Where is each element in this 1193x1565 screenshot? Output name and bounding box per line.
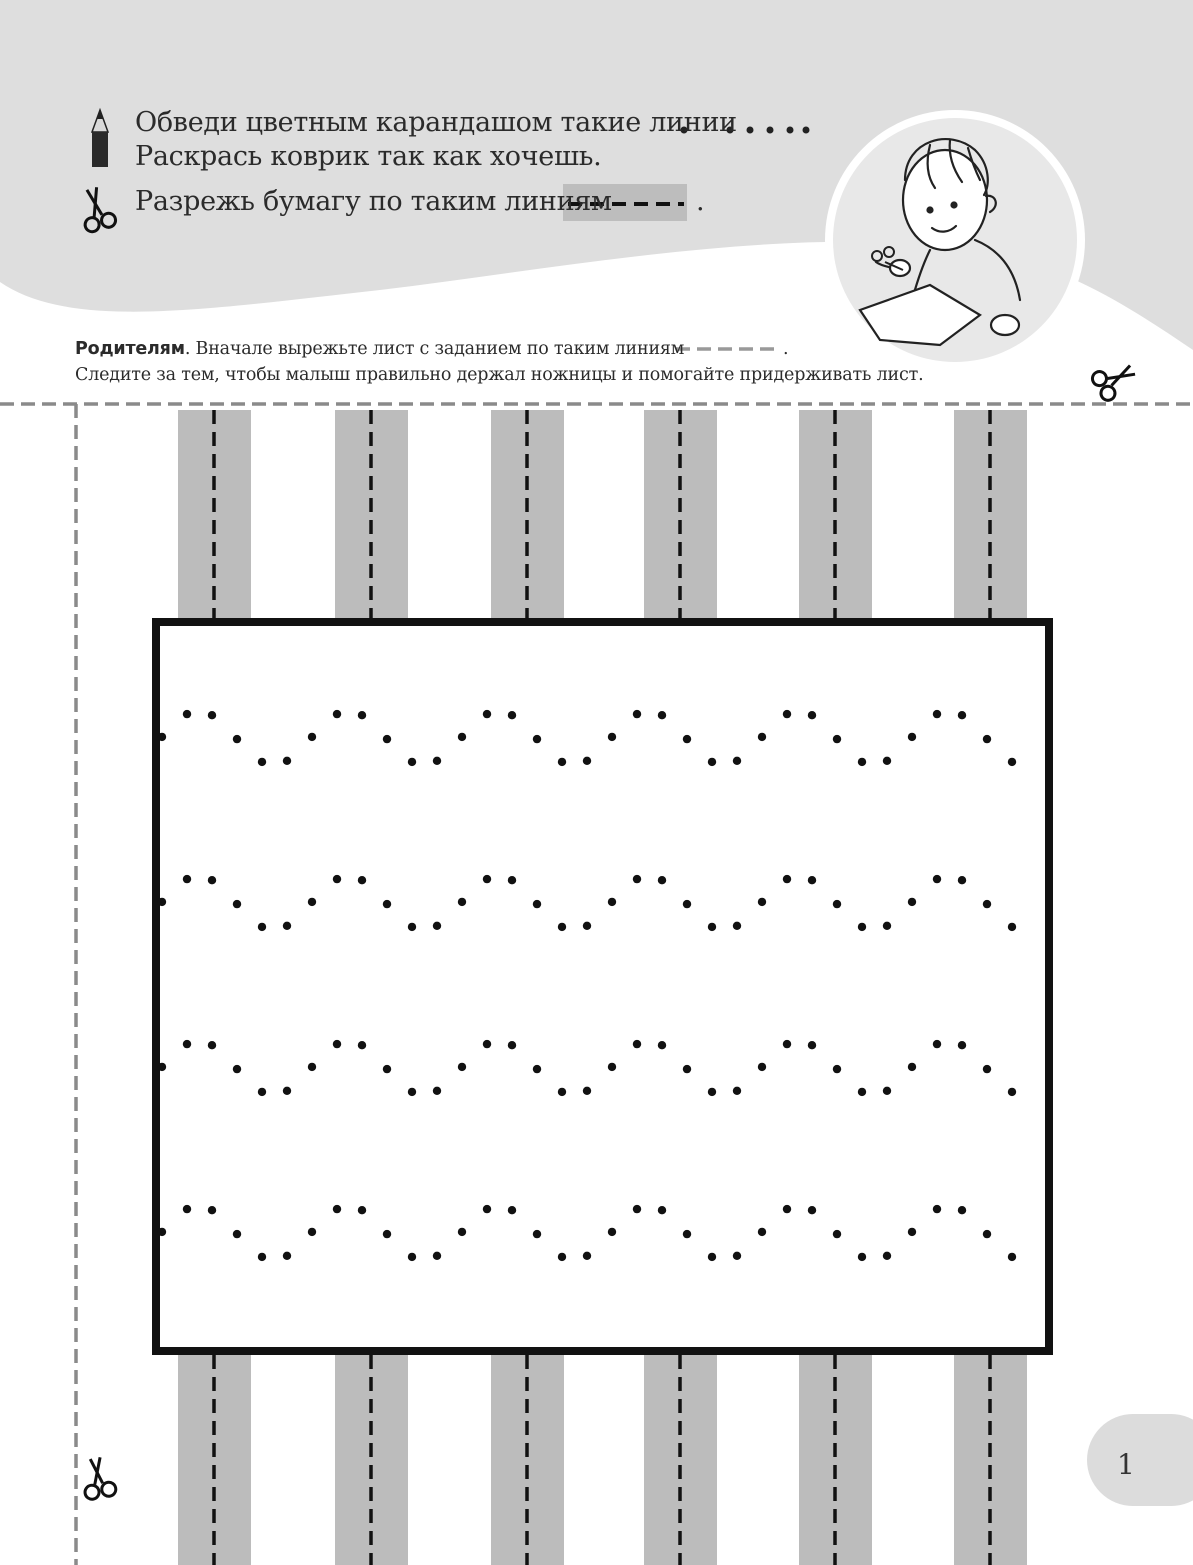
wave-dot <box>558 1088 566 1096</box>
wave-dot <box>583 1252 591 1260</box>
wave-dot <box>908 733 916 741</box>
wave-dot <box>358 1041 366 1049</box>
wave-dot <box>883 757 891 765</box>
wave-dot <box>158 1063 166 1071</box>
wave-dot <box>1008 1088 1016 1096</box>
wave-dot <box>658 1041 666 1049</box>
wave-dot <box>458 1063 466 1071</box>
wave-dot <box>233 1065 241 1073</box>
wave-dot <box>383 1065 391 1073</box>
instruction-trace: Обведи цветным карандашом такие линии <box>135 107 737 138</box>
wave-dot <box>783 1205 791 1213</box>
wave-dot <box>808 876 816 884</box>
wave-dot <box>183 1040 191 1048</box>
wave-dot <box>583 922 591 930</box>
wave-dot <box>683 900 691 908</box>
page-number: 1 <box>1117 1448 1135 1481</box>
wave-dot <box>408 1253 416 1261</box>
parents-label: Родителям <box>75 339 185 359</box>
wave-dot <box>858 758 866 766</box>
wave-dot <box>283 922 291 930</box>
wave-dot <box>308 1228 316 1236</box>
wave-dot <box>258 1088 266 1096</box>
wave-dot <box>933 1205 941 1213</box>
wave-dot <box>533 1065 541 1073</box>
wave-dot <box>383 735 391 743</box>
scissors-icon-right <box>1090 356 1140 403</box>
wave-dot <box>358 876 366 884</box>
wave-dot <box>483 1040 491 1048</box>
parents-note-line2: Следите за тем, чтобы малыш правильно держал ножницы и помогайте придерживать лист. <box>75 365 924 385</box>
wave-dot <box>533 735 541 743</box>
wave-dot <box>858 923 866 931</box>
wave-dot <box>733 1087 741 1095</box>
wave-dot <box>883 922 891 930</box>
wave-dot <box>608 898 616 906</box>
wave-dot <box>983 735 991 743</box>
wave-dot <box>908 1228 916 1236</box>
wave-dot <box>458 898 466 906</box>
wave-dot <box>783 875 791 883</box>
wave-dot <box>158 733 166 741</box>
wave-dot <box>558 923 566 931</box>
wave-dot <box>508 876 516 884</box>
wave-dot <box>333 1205 341 1213</box>
wave-dot <box>408 758 416 766</box>
wave-dot <box>658 876 666 884</box>
wave-dot <box>833 1065 841 1073</box>
wave-dot <box>783 710 791 718</box>
wave-dot <box>833 1230 841 1238</box>
wave-dot <box>208 711 216 719</box>
wave-dot <box>208 876 216 884</box>
wave-dot <box>858 1088 866 1096</box>
wave-dot <box>258 923 266 931</box>
wave-dot <box>433 1087 441 1095</box>
wave-dot <box>183 1205 191 1213</box>
wave-dot <box>958 1206 966 1214</box>
wave-dot <box>233 1230 241 1238</box>
wave-dot <box>233 735 241 743</box>
wave-dot <box>283 1087 291 1095</box>
parents-sentence1: . Вначале вырежьте лист с заданием по таким линиям <box>184 339 685 359</box>
wave-dot <box>258 758 266 766</box>
wave-dot <box>183 710 191 718</box>
wave-dot <box>708 758 716 766</box>
wave-dot <box>408 1088 416 1096</box>
wave-dot <box>933 1040 941 1048</box>
wave-dot <box>633 1040 641 1048</box>
wave-dot <box>258 1253 266 1261</box>
wave-dot <box>433 757 441 765</box>
wave-dot <box>933 710 941 718</box>
wave-dot <box>283 757 291 765</box>
wave-dot <box>608 1063 616 1071</box>
wave-dot <box>1008 758 1016 766</box>
wave-dot <box>308 1063 316 1071</box>
wave-dot <box>683 1230 691 1238</box>
wave-dot <box>808 1206 816 1214</box>
wave-dot <box>483 875 491 883</box>
instruction-color: Раскрась коврик так как хочешь. <box>135 141 602 172</box>
wave-dot <box>908 1063 916 1071</box>
wave-dot <box>558 1253 566 1261</box>
wave-dot <box>633 710 641 718</box>
wave-dot <box>633 1205 641 1213</box>
wave-dot <box>708 1088 716 1096</box>
wave-dot <box>608 733 616 741</box>
wave-dot <box>708 923 716 931</box>
strips-top <box>178 410 1027 620</box>
wave-dot <box>633 875 641 883</box>
wave-dot <box>158 898 166 906</box>
wave-dot <box>433 1252 441 1260</box>
wave-dot <box>733 1252 741 1260</box>
wave-dot <box>958 711 966 719</box>
wave-dot <box>758 733 766 741</box>
wave-dot <box>733 757 741 765</box>
wave-dot <box>1008 923 1016 931</box>
wave-dot <box>983 1065 991 1073</box>
wave-dot <box>508 1041 516 1049</box>
wave-dot <box>433 922 441 930</box>
parents-sentence1-end: . <box>783 339 789 359</box>
wave-dot <box>583 1087 591 1095</box>
wave-dot <box>758 1228 766 1236</box>
wave-dot <box>308 898 316 906</box>
page-number-tab <box>1087 1414 1193 1506</box>
wave-dot <box>858 1253 866 1261</box>
wave-dot <box>958 1041 966 1049</box>
wave-dot <box>983 1230 991 1238</box>
wave-dot <box>383 1230 391 1238</box>
wave-dot <box>383 900 391 908</box>
parents-note-line1 <box>75 339 684 359</box>
wave-dot <box>583 757 591 765</box>
wave-dot <box>508 1206 516 1214</box>
wave-dot <box>233 900 241 908</box>
scissors-icon-bottom <box>79 1456 116 1501</box>
wave-dot <box>408 923 416 931</box>
wave-dot <box>533 900 541 908</box>
wave-dot <box>558 758 566 766</box>
wave-dot <box>483 1205 491 1213</box>
wave-dot <box>608 1228 616 1236</box>
wave-dot <box>708 1253 716 1261</box>
wave-dot <box>1008 1253 1016 1261</box>
instruction-cut-end: . <box>696 186 705 217</box>
wave-dot <box>333 710 341 718</box>
wave-dot <box>333 875 341 883</box>
strips-bottom <box>178 1355 1027 1565</box>
wave-dot <box>283 1252 291 1260</box>
wave-dot <box>333 1040 341 1048</box>
wave-dot <box>808 711 816 719</box>
wave-dot <box>733 922 741 930</box>
wave-dot <box>958 876 966 884</box>
wave-dot <box>508 711 516 719</box>
child-cutting-illustration <box>825 110 1085 370</box>
wave-dot <box>358 1206 366 1214</box>
wave-dot <box>833 735 841 743</box>
wave-dot <box>458 733 466 741</box>
wave-dot <box>883 1087 891 1095</box>
wave-dot <box>833 900 841 908</box>
wave-dot <box>158 1228 166 1236</box>
wave-dot <box>208 1206 216 1214</box>
wave-dot <box>683 735 691 743</box>
wave-dot <box>533 1230 541 1238</box>
wave-dot <box>208 1041 216 1049</box>
wave-dot <box>933 875 941 883</box>
instruction-cut: Разрежь бумагу по таким линиям <box>135 186 612 217</box>
rug-frame <box>156 622 1049 1351</box>
wave-dot <box>758 898 766 906</box>
wave-dot <box>783 1040 791 1048</box>
wave-dot <box>183 875 191 883</box>
wave-dot <box>458 1228 466 1236</box>
wave-dot <box>983 900 991 908</box>
wave-dot <box>808 1041 816 1049</box>
wave-dot <box>483 710 491 718</box>
wave-dot <box>683 1065 691 1073</box>
wave-dot <box>658 711 666 719</box>
wave-dot <box>358 711 366 719</box>
wave-dot <box>658 1206 666 1214</box>
wave-dot <box>883 1252 891 1260</box>
wave-dot <box>308 733 316 741</box>
wave-dot <box>758 1063 766 1071</box>
wave-dot <box>908 898 916 906</box>
